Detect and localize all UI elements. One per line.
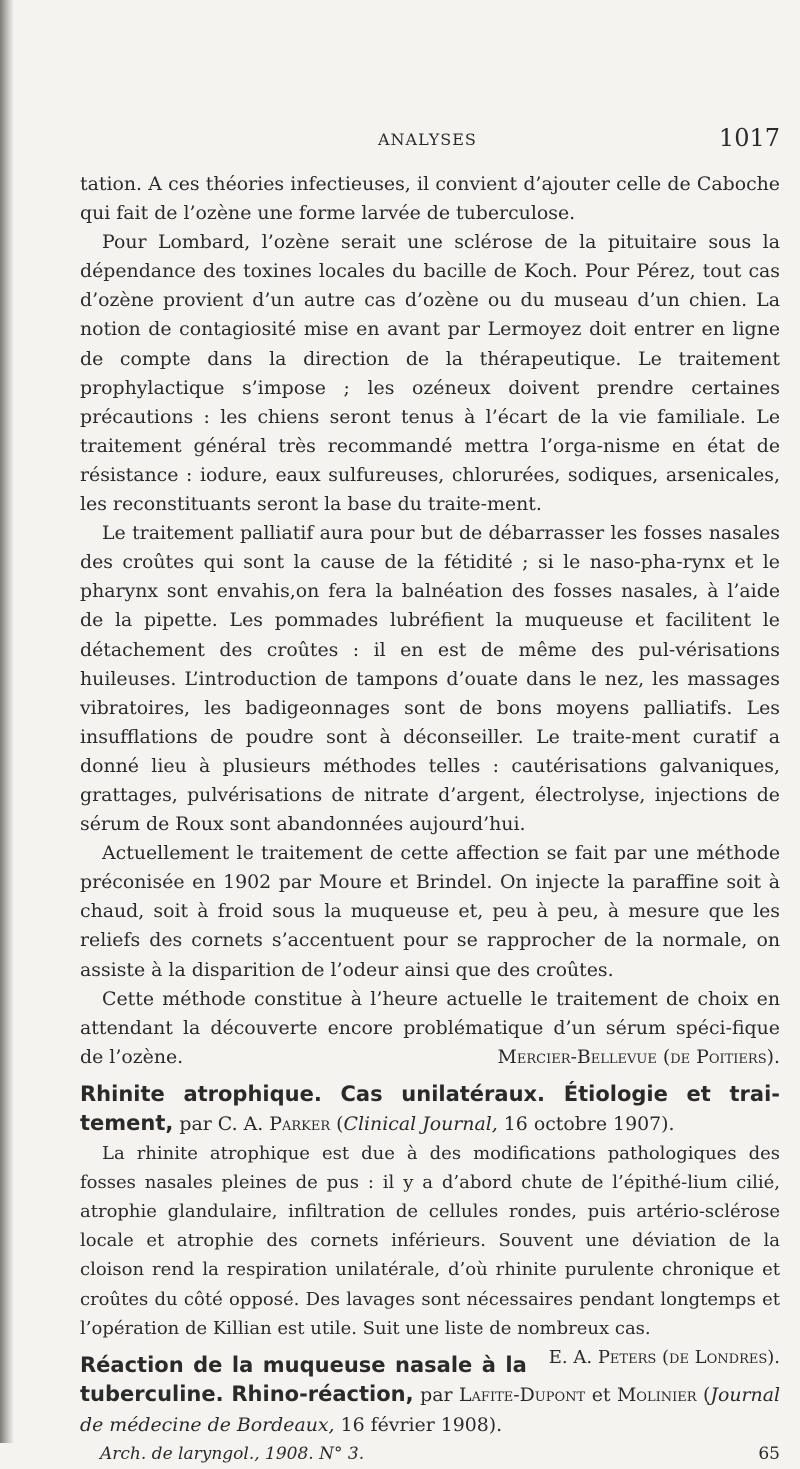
- page-body: [80, 170, 780, 1469]
- running-head: [80, 124, 780, 154]
- article-author: Lafite-Dupont: [459, 1383, 586, 1406]
- par-word: par: [420, 1383, 453, 1406]
- page-footer: [80, 1440, 780, 1469]
- paragraph: [80, 985, 780, 1072]
- article-title: Réaction de la muqueuse nasale à la tuberculine. Rhino-réaction,: [80, 1352, 527, 1406]
- publication-date: 16 février 1908).: [340, 1413, 503, 1436]
- and-word: et: [591, 1383, 611, 1406]
- paragraph: [80, 1139, 780, 1368]
- author-signature: E. A. Peters (de Londres).: [548, 1346, 780, 1368]
- paragraph: Actuellement le traitement de cette affection se fait par une méthode préconisée en 1902 par Moure et Brindel. On injecte la paraffine soit à chaud, soit à froid sous la muqueuse et, peu à peu, à mesure que les reliefs des cornets s’accentuent pour se rapprocher de la normale, on assiste à la disparition de l’odeur ainsi que des croûtes.: [80, 842, 780, 981]
- paragraph: Le traitement palliatif aura pour but de débarrasser les fosses nasales des croûtes qui sont la cause de la fétidité ; si le naso-pha-rynx et le pharynx sont envahis,on fera la balnéation des fosses nasales, à l’aide de la pipette. Les pommades lubréfient la muqueuse et facilitent le détachement des croûtes : il en est de même des pul-vérisations huileuses. L’introduction de tampons d’ouate dans le nez, les massages vibratoires, les badigeonnages sont de bons moyens palliatifs. Les insufflations de poudre sont à déconseiller. Le traite-ment curatif a donné lieu à plusieurs méthodes telles : cautérisations galvaniques, grattages, pulvérisations de nitrate d’argent, électrolyse, injections de sérum de Roux sont abandonnées aujourd’hui.: [80, 522, 780, 836]
- paragraph-text: Cette méthode constitue à l’heure actuelle le traitement de choix en attendant la découverte encore problématique d’un sérum spéci-fique de l’ozène.: [80, 987, 780, 1068]
- page-number: 1017: [718, 124, 780, 152]
- footer-signature: Arch. de laryngol., 1908. N° 3.: [100, 1444, 365, 1465]
- journal-name: Journal de médecine de Bordeaux,: [80, 1383, 781, 1436]
- publication-date: 16 octobre 1907).: [503, 1113, 675, 1135]
- paragraph: Pour Lombard, l’ozène serait une sclérose de la pituitaire sous la dépendance des toxines locales du bacille de Koch. Pour Pérez, tout cas d’ozène provient d’un autre cas d’ozène ou du museau d’un chien. La notion de contagiosité mise en avant par Lermoyez doit entrer en ligne de compte dans la direction de la thérapeutique. Le traitement prophylactique s’impose ; les ozéneux doivent prendre certaines précautions : les chiens seront tenus à l’écart de la vie familiale. Le traitement général très recommandé mettra l’orga-nisme en état de résistance : iodure, eaux sulfureuses, chlorurées, sodiques, arsenicales, les reconstituants seront la base du traite-ment.: [80, 231, 780, 516]
- footer-sheet-number: 65: [758, 1444, 780, 1465]
- article-author: Molinier: [616, 1383, 697, 1406]
- article-author: C. A. Parker: [217, 1113, 331, 1135]
- par-word: par: [179, 1113, 212, 1135]
- article-title: Rhinite atrophique. Cas unilatéraux. Étiologie et trai-tement,: [80, 1081, 780, 1135]
- author-signature: Mercier-Bellevue (de Poitiers).: [497, 1045, 780, 1068]
- journal-name: Clinical Journal,: [343, 1113, 498, 1135]
- page-spine-shadow: [0, 0, 14, 1443]
- article-heading: Rhinite atrophique. Cas unilatéraux. Étiologie et trai-tement, par C. A. Parker (Clinical Journal, 16 octobre 1907).: [80, 1081, 780, 1135]
- running-title: ANALYSES: [378, 130, 477, 149]
- paragraph: tation. A ces théories infectieuses, il convient d’ajouter celle de Caboche qui fait de l’ozène une forme larvée de tuberculose.: [80, 173, 780, 225]
- paragraph-text: La rhinite atrophique est due à des modifications pathologiques des fosses nasales pleines de pus : il y a d’abord chute de l’épithé-lium cilié, atrophie glandulaire, infiltration de cellules rondes, puis artério-sclérose locale et atrophie des cornets inférieurs. Souvent une déviation de la cloison rend la respiration unilatérale, d’où rhinite purulente chronique et croûtes du côté opposé. Des lavages sont nécessaires pendant longtemps et l’opération de Killian est utile. Suit une liste de nombreux cas.: [80, 1143, 780, 1339]
- article-heading: Réaction de la muqueuse nasale à la tuberculine. Rhino-réaction, par Lafite-Dupont et Molinier (Journal de médecine de Bordeaux, 16 février 1908).: [80, 1352, 781, 1436]
